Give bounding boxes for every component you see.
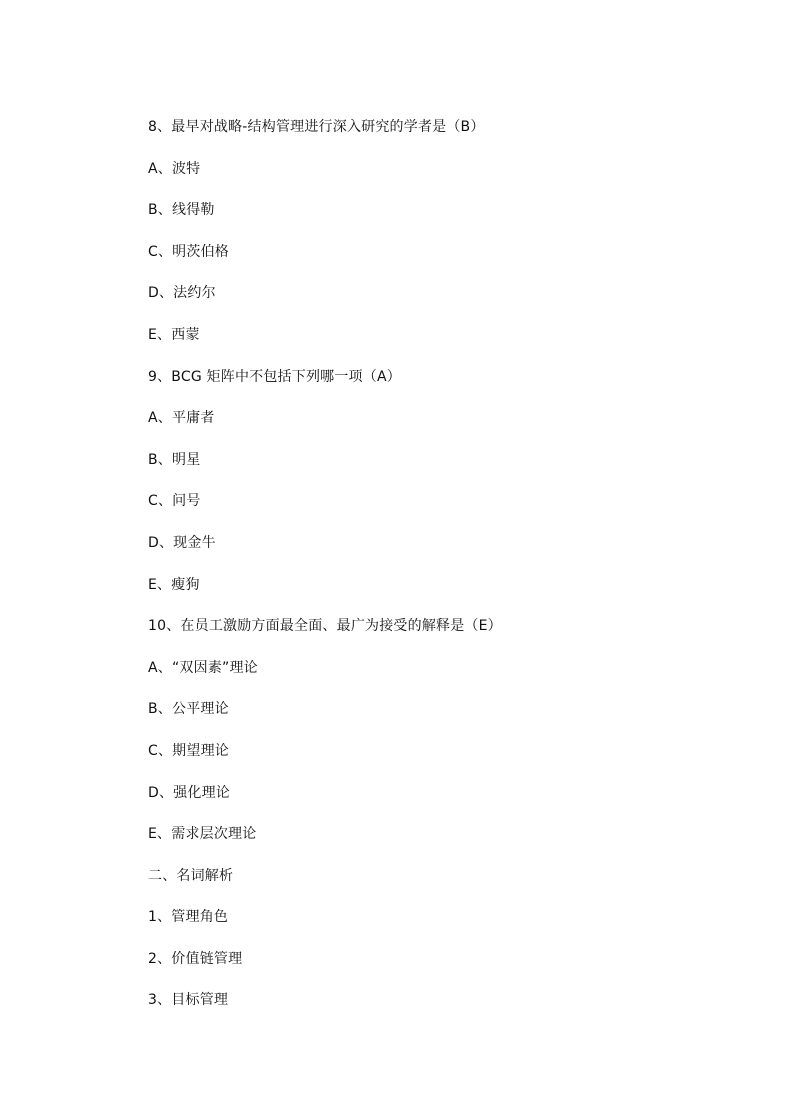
question-10-option-e: E、需求层次理论 (148, 826, 257, 843)
question-9-option-d: D、现金牛 (148, 534, 216, 551)
question-9: 9、BCG 矩阵中不包括下列哪一项（A） (148, 368, 401, 385)
term-item-3: 3、目标管理 (148, 992, 229, 1009)
question-9-option-c: C、问号 (148, 493, 201, 510)
question-8-option-b: B、线得勒 (148, 202, 215, 219)
question-10-option-a: A、“双因素”理论 (148, 659, 258, 676)
question-10: 10、在员工激励方面最全面、最广为接受的解释是（E） (148, 618, 502, 635)
term-item-2: 2、价值链管理 (148, 950, 243, 967)
section-heading-term-explanation: 二、名词解析 (148, 867, 234, 884)
question-9-option-b: B、明星 (148, 451, 201, 468)
document-body (148, 116, 708, 1031)
question-10-option-b: B、公平理论 (148, 701, 229, 718)
question-9-option-e: E、瘦狗 (148, 576, 200, 593)
question-8: 8、最早对战略-结构管理进行深入研究的学者是（B） (148, 119, 485, 135)
question-8-option-d: D、法约尔 (148, 285, 216, 302)
question-9-option-a: A、平庸者 (148, 410, 215, 427)
question-8-option-c: C、明茨伯格 (148, 243, 229, 260)
question-10-option-c: C、期望理论 (148, 742, 229, 759)
question-10-option-d: D、强化理论 (148, 784, 230, 801)
term-item-1: 1、管理角色 (148, 909, 229, 926)
question-8-option-e: E、西蒙 (148, 326, 200, 343)
question-8-option-a: A、波特 (148, 160, 201, 177)
